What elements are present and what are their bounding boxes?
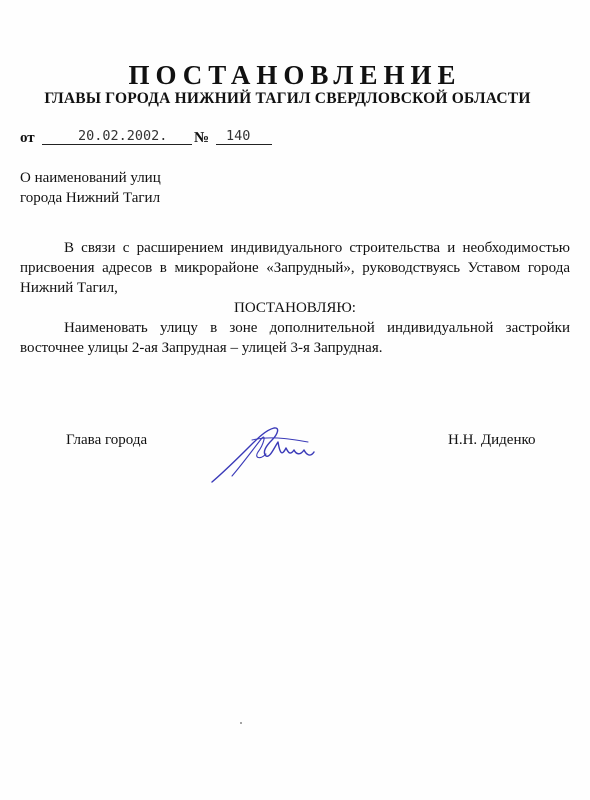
subject-line: О наименований улиц	[20, 170, 161, 186]
paragraph-preamble: В связи с расширением индивидуального строительства и необходимостью присвоения адресов в микрорайоне «Запрудный», руководствуясь Уставом города Нижний Тагил,	[20, 240, 570, 296]
handwritten-signature	[208, 418, 338, 490]
number-label: №	[194, 130, 210, 146]
document-body	[20, 238, 570, 358]
document-subtitle: ГЛАВЫ ГОРОДА НИЖНИЙ ТАГИЛ СВЕРДЛОВСКОЙ ОБЛАСТИ	[44, 90, 531, 107]
scan-speck	[240, 722, 242, 724]
signer-name: Н.Н. Диденко	[448, 432, 536, 448]
document-subject	[20, 168, 161, 208]
decree-word: ПОСТАНОВЛЯЮ:	[234, 300, 356, 316]
subject-line: города Нижний Тагил	[20, 190, 161, 206]
number-value: 140	[216, 128, 272, 145]
date-value: 20.02.2002.	[42, 128, 192, 145]
document-title: ПОСТАНОВЛЕНИЕ	[128, 60, 462, 90]
date-label: от	[20, 130, 35, 146]
paragraph-decision: Наименовать улицу в зоне дополнительной индивидуальной застройки восточнее улицы 2-ая Запрудная – улицей 3-я Запрудная.	[20, 320, 570, 356]
signer-position: Глава города	[66, 432, 148, 448]
